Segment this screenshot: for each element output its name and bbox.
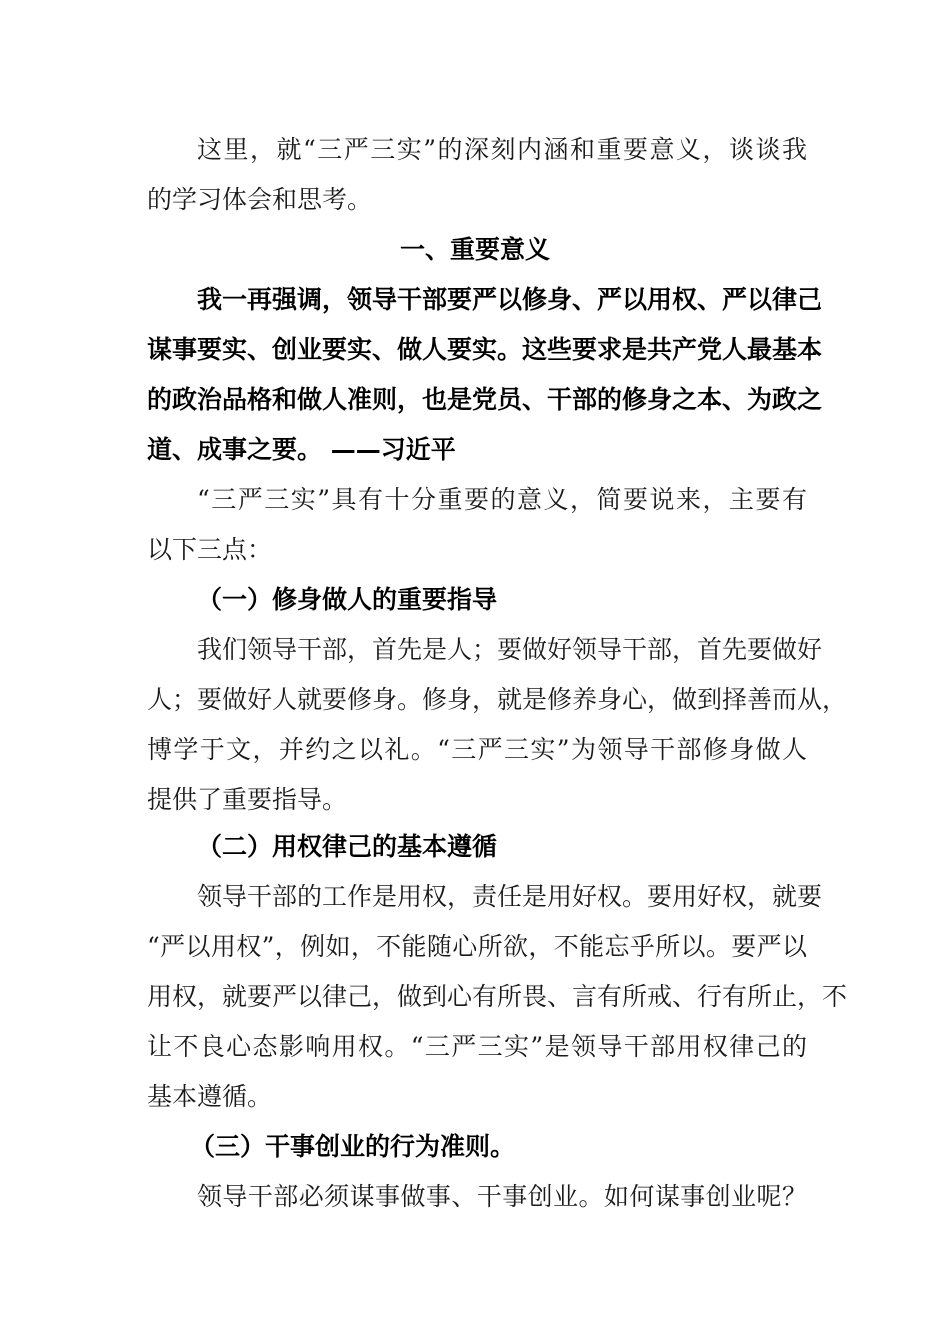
section-heading: 一、重要意义 <box>399 235 550 264</box>
summary-line-1: “三严三实”具有十分重要的意义，简要说来，主要有 <box>197 485 807 514</box>
subsection-1-line-3: 博学于文，并约之以礼。“三严三实”为领导干部修身做人 <box>147 735 807 764</box>
quote-line-1: 我一再强调，领导干部要严以修身、严以用权、严以律己 <box>197 285 823 314</box>
subsection-3-heading: （三）干事创业的行为准则。 <box>190 1132 516 1161</box>
summary-line-2: 以下三点： <box>147 535 273 564</box>
subsection-1-line-2: 人；要做好人就要修身。修身，就是修养身心，做到择善而从， <box>147 685 848 714</box>
subsection-2-line-2: “严以用权”，例如，不能随心所欲，不能忘乎所以。要严以 <box>147 932 807 961</box>
intro-line-2: 的学习体会和思考。 <box>147 185 373 214</box>
subsection-2-line-3: 用权，就要严以律己，做到心有所畏、言有所戒、行有所止，不 <box>147 982 848 1011</box>
subsection-3-line-1: 领导干部必须谋事做事、干事创业。如何谋事创业呢？ <box>197 1182 807 1211</box>
subsection-1-line-4: 提供了重要指导。 <box>147 785 348 814</box>
subsection-2-heading: （二）用权律己的基本遵循 <box>197 832 498 861</box>
subsection-1-line-1: 我们领导干部，首先是人；要做好领导干部，首先要做好 <box>197 635 823 664</box>
subsection-2-line-4: 让不良心态影响用权。“三严三实”是领导干部用权律己的 <box>147 1032 807 1061</box>
subsection-2-line-5: 基本遵循。 <box>147 1082 273 1111</box>
intro-line-1: 这里，就“三严三实”的深刻内涵和重要意义，谈谈我 <box>197 135 807 164</box>
quote-line-3: 的政治品格和做人准则，也是党员、干部的修身之本、为政之 <box>147 385 823 414</box>
subsection-2-line-1: 领导干部的工作是用权，责任是用好权。要用好权，就要 <box>197 882 823 911</box>
quote-line-4: 道、成事之要。 ——习近平 <box>147 435 456 464</box>
quote-line-2: 谋事要实、创业要实、做人要实。这些要求是共产党人最基本 <box>147 335 823 364</box>
subsection-1-heading: （一）修身做人的重要指导 <box>197 585 498 614</box>
